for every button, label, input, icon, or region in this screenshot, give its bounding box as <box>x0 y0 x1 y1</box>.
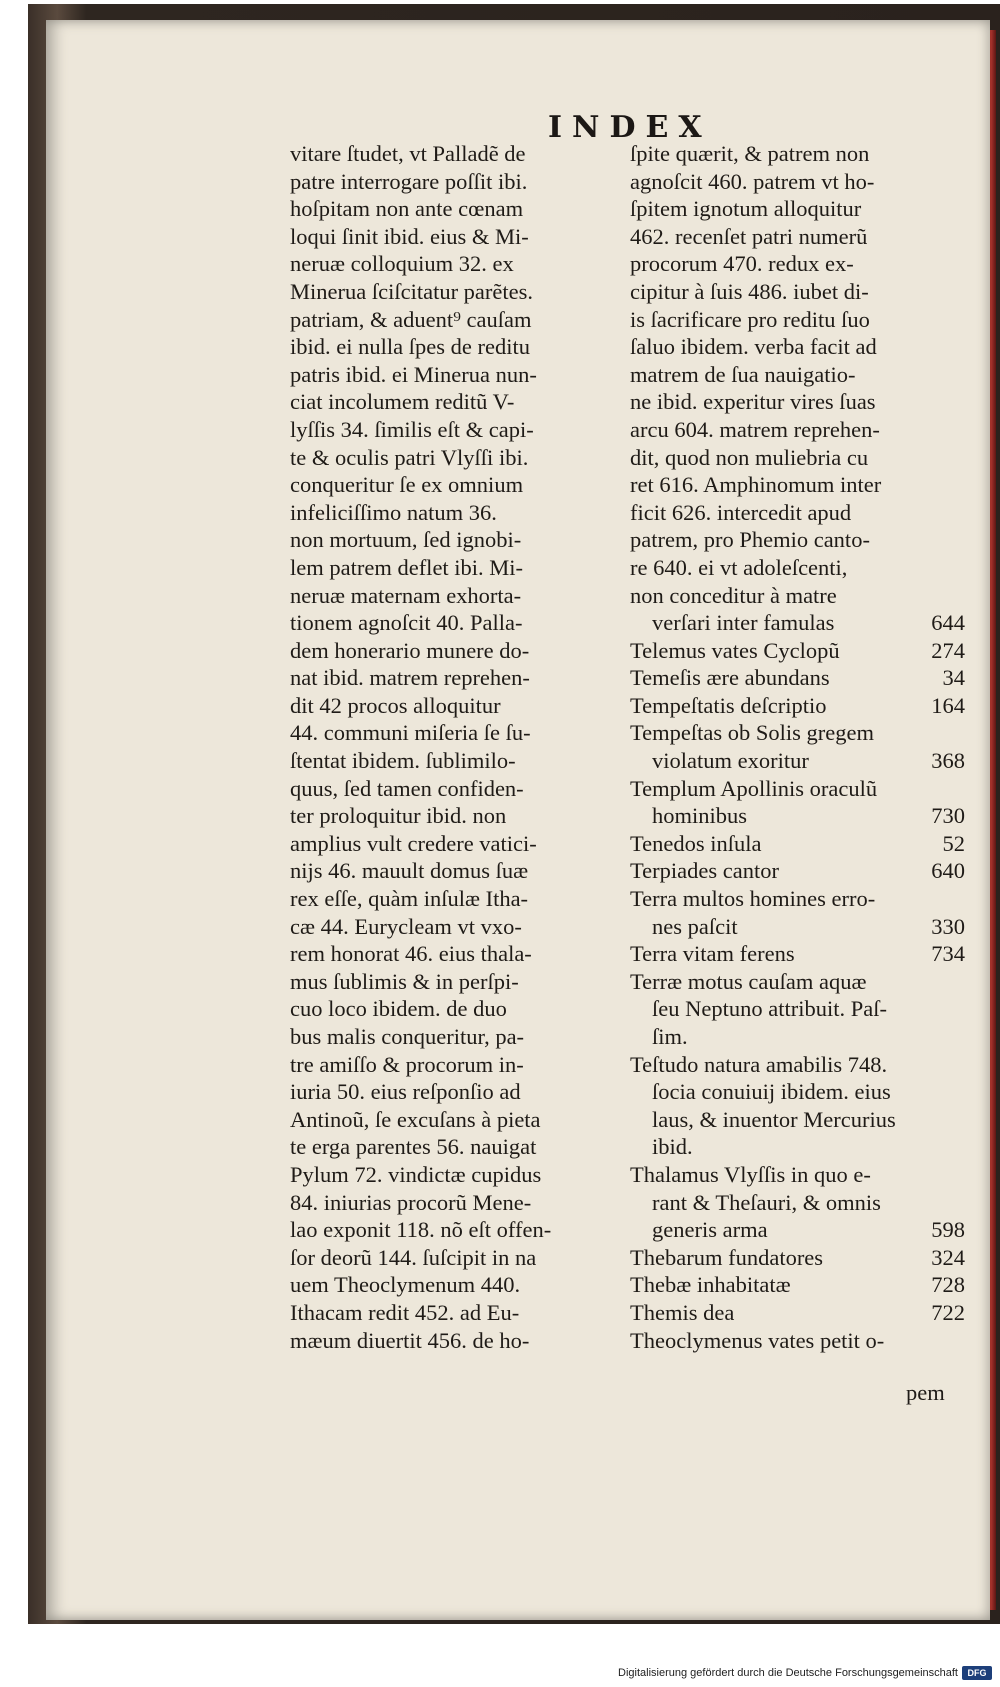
index-entry <box>630 1271 965 1299</box>
index-entry <box>630 526 965 554</box>
index-entry <box>630 1133 965 1161</box>
index-entry <box>630 1051 965 1079</box>
index-entry <box>630 195 965 223</box>
index-entry <box>630 664 965 692</box>
index-line: amplius vult credere vatici- <box>290 830 537 856</box>
index-line: quus, ſed tamen confiden- <box>290 775 524 801</box>
index-line: nijs 46. mauult domus ſuæ <box>290 858 529 884</box>
index-line: Pylum 72. vindictæ cupidus <box>290 1161 542 1187</box>
index-entry-text: ſpitem ignotum alloquitur <box>630 196 862 222</box>
index-entry-text: non conceditur à matre <box>630 582 837 608</box>
index-line: rex eſſe, quàm inſulæ Itha- <box>290 886 529 912</box>
index-entry-page-number: 640 <box>931 858 965 884</box>
index-line: bus malis conqueritur, pa- <box>290 1024 525 1049</box>
index-entry <box>630 471 965 499</box>
index-entry <box>630 830 965 858</box>
index-entry <box>630 692 965 720</box>
index-entry-text: dit, quod non muliebria cu <box>630 444 869 470</box>
index-line: mus ſublimis & in perſpi- <box>290 968 519 994</box>
index-entry-text: laus, & inuentor Mercurius <box>652 1106 896 1132</box>
index-entry-page-number: 368 <box>931 748 965 774</box>
index-entry <box>630 361 965 389</box>
index-line: iuria 50. eius reſponſio ad <box>290 1079 521 1105</box>
index-entry-text: agnoſcit 460. patrem vt ho- <box>630 168 875 194</box>
index-entry-text: Tempeſtatis deſcriptio <box>630 692 827 718</box>
dfg-logo: DFG <box>962 1666 992 1680</box>
index-entry-text: Teſtudo natura amabilis 748. <box>630 1051 888 1077</box>
index-line: uem Theoclymenum 440. <box>290 1272 521 1298</box>
index-line: lao exponit 118. nõ eſt offen- <box>290 1217 552 1243</box>
index-entry-text: 462. recenſet patri numerũ <box>630 223 868 249</box>
index-entry-text: generis arma <box>652 1217 768 1243</box>
index-line: mæum diuertit 456. de ho- <box>290 1327 530 1353</box>
catchword: pem <box>906 1380 945 1405</box>
index-entry-text: ſim. <box>652 1024 688 1049</box>
index-entry-text: Tempeſtas ob Solis gregem <box>630 720 875 746</box>
index-line: vitare ſtudet, vt Palladẽ de <box>290 141 526 166</box>
index-line: te & oculis patri Vlyſſi ibi. <box>290 444 529 470</box>
index-entry-text: ne ibid. experitur vires ſuas <box>630 389 876 415</box>
index-entry <box>630 637 965 665</box>
index-entry <box>630 802 965 830</box>
index-entry-page-number: 324 <box>931 1244 965 1270</box>
index-entry <box>630 719 965 747</box>
index-entry-text: ficit 626. intercedit apud <box>630 499 852 525</box>
index-line: Antinoũ, ſe excuſans à pieta <box>290 1106 541 1132</box>
index-entry <box>630 168 965 196</box>
index-line: cæ 44. Euryclеam vt vxo- <box>290 913 522 939</box>
index-entry <box>630 747 965 775</box>
index-entry <box>630 885 965 913</box>
index-line: ibid. ei nulla ſpes de reditu <box>290 334 530 360</box>
index-line: neruæ colloquium 32. ex <box>290 251 514 277</box>
index-entry <box>630 554 965 582</box>
index-line: patris ibid. ei Minerua nun- <box>290 361 537 387</box>
index-entry-text: patrem, pro Phemio canto- <box>630 527 870 553</box>
index-entry <box>630 1299 965 1327</box>
index-entry-text: ſpite quærit, & patrem non <box>630 141 870 166</box>
index-entry-text: Thebarum fundatores <box>630 1244 824 1270</box>
index-entry-text: ſocia conuiuij ibidem. eius <box>652 1079 891 1105</box>
index-line: ter proloquitur ibid. non <box>290 803 507 829</box>
index-entry <box>630 1189 965 1217</box>
page-header: INDEX <box>548 110 712 145</box>
index-entry <box>630 278 965 306</box>
index-entry <box>630 940 965 968</box>
index-entry-page-number: 722 <box>931 1299 965 1325</box>
index-entry-page-number: 728 <box>931 1272 965 1298</box>
index-entry-text: Thebæ inhabitatæ <box>630 1272 791 1298</box>
index-entry <box>630 913 965 941</box>
index-line: nat ibid. matrem reprehen- <box>290 665 530 691</box>
index-line: ſor deorũ 144. ſuſcipit in na <box>290 1244 537 1270</box>
index-line: non mortuum, ſed ignobi- <box>290 527 522 553</box>
index-line: Minerua ſciſcitatur parẽtes. <box>290 278 534 304</box>
index-entry <box>630 1327 965 1355</box>
index-line: hoſpitam non ante cœnam <box>290 196 524 222</box>
index-entry-page-number: 734 <box>931 941 965 967</box>
index-entry <box>630 223 965 251</box>
index-line: 84. iniurias procorũ Mene- <box>290 1189 532 1215</box>
index-entry <box>630 499 965 527</box>
index-entry <box>630 388 965 416</box>
index-line: te erga parentes 56. nauigat <box>290 1134 537 1160</box>
index-entry-text: procorum 470. redux ex- <box>630 251 854 277</box>
index-entry-text: re 640. ei vt adoleſcenti, <box>630 554 848 580</box>
index-entry <box>630 968 965 996</box>
index-entry-text: ſaluo ibidem. verba facit ad <box>630 334 877 360</box>
index-entry-text: Telemus vates Cyclopũ <box>630 637 840 663</box>
index-entry-page-number: 730 <box>931 803 965 829</box>
index-entry-text: cipitur à ſuis 486. iubet di- <box>630 278 869 304</box>
index-entry <box>630 1216 965 1244</box>
index-entry-text: Terra vitam ferens <box>630 941 795 967</box>
index-entry <box>630 775 965 803</box>
index-line: ſtentat ibidem. ſublimilo- <box>290 748 516 774</box>
index-entry-text: Terra multos homines erro- <box>630 886 876 912</box>
index-entry-text: Thalamus Vlyſſis in quo e- <box>630 1161 871 1187</box>
index-entry-text: verſari inter famulas <box>652 610 835 636</box>
index-entry <box>630 1023 965 1051</box>
index-entry <box>630 444 965 472</box>
index-entry-text: ſeu Neptuno attribuit. Paſ- <box>652 996 887 1022</box>
index-entry-text: matrem de ſua nauigatio- <box>630 361 856 387</box>
index-line: ciat incolumem reditũ V- <box>290 389 515 415</box>
index-entry-text: rant & Theſauri, & omnis <box>652 1189 881 1215</box>
index-entry <box>630 416 965 444</box>
index-line: dem honerario munere do- <box>290 637 530 663</box>
index-line: dit 42 procos alloquitur <box>290 692 501 718</box>
index-entry-page-number: 52 <box>942 830 965 856</box>
index-entry <box>630 995 965 1023</box>
index-column-right <box>630 140 965 1354</box>
index-entry <box>630 1106 965 1134</box>
index-entry-page-number: 330 <box>931 913 965 939</box>
index-column-left <box>290 140 630 1354</box>
index-entry-text: arcu 604. matrem reprehen- <box>630 416 880 442</box>
index-entry <box>630 582 965 610</box>
index-entry <box>630 140 965 168</box>
index-entry <box>630 1078 965 1106</box>
index-entry-page-number: 598 <box>931 1217 965 1243</box>
index-entry-text: nes paſcit <box>652 913 738 939</box>
index-entry-page-number: 644 <box>931 610 965 636</box>
index-entry <box>630 857 965 885</box>
index-line: neruæ maternam exhorta- <box>290 582 522 608</box>
index-entry-text: Themis dea <box>630 1299 735 1325</box>
index-entry <box>630 306 965 334</box>
index-entry-text: Templum Apollinis oraculũ <box>630 775 878 801</box>
index-line: conqueritur ſe ex omnium <box>290 472 524 498</box>
index-entry <box>630 1161 965 1189</box>
index-entry-page-number: 274 <box>931 637 965 663</box>
index-line: loqui ſinit ibid. eius & Mi- <box>290 223 529 249</box>
index-entry-text: violatum exoritur <box>652 748 809 774</box>
index-entry <box>630 250 965 278</box>
index-line: 44. communi miſeria ſe ſu- <box>290 720 531 746</box>
index-entry-text: hominibus <box>652 803 748 829</box>
index-entry <box>630 609 965 637</box>
index-line: cuo loco ibidem. de duo <box>290 996 507 1022</box>
index-entry-text: Tenedos inſula <box>630 830 762 856</box>
index-entry <box>630 1244 965 1272</box>
index-entry-text: Theoclymenus vates petit o- <box>630 1327 885 1353</box>
index-line: Ithacam redit 452. ad Eu- <box>290 1299 520 1325</box>
index-entry-text: is ſacrificare pro reditu ſuo <box>630 306 870 332</box>
digitization-footer <box>0 1664 1000 1687</box>
index-line: tionem agnoſcit 40. Palla- <box>290 610 523 636</box>
index-line: infeliciſſimo natum 36. <box>290 499 497 525</box>
index-entry-page-number: 34 <box>942 665 965 691</box>
index-entry-text: Terræ motus cauſam aquæ <box>630 968 867 994</box>
index-line: patriam, & aduent⁹ cauſam <box>290 306 532 332</box>
index-entry-text: Terpiades cantor <box>630 858 779 884</box>
index-entry-page-number: 164 <box>931 692 965 718</box>
index-line: lyſſis 34. ſimilis eſt & capi- <box>290 416 534 442</box>
index-entry <box>630 333 965 361</box>
index-entry-text: Temeſis ære abundans <box>630 665 830 691</box>
index-line: rem honorat 46. eius thala- <box>290 941 532 967</box>
index-line: lem patrem deflet ibi. Mi- <box>290 554 524 580</box>
footer-credit: Digitalisierung gefördert durch die Deutsche Forschungsgemeinschaft <box>618 1667 958 1679</box>
index-entry-text: ibid. <box>652 1134 693 1160</box>
index-line: tre amiſſo & procorum in- <box>290 1051 524 1077</box>
index-entry-text: ret 616. Amphinomum inter <box>630 472 882 498</box>
index-line: patre interrogare poſſit ibi. <box>290 168 528 194</box>
